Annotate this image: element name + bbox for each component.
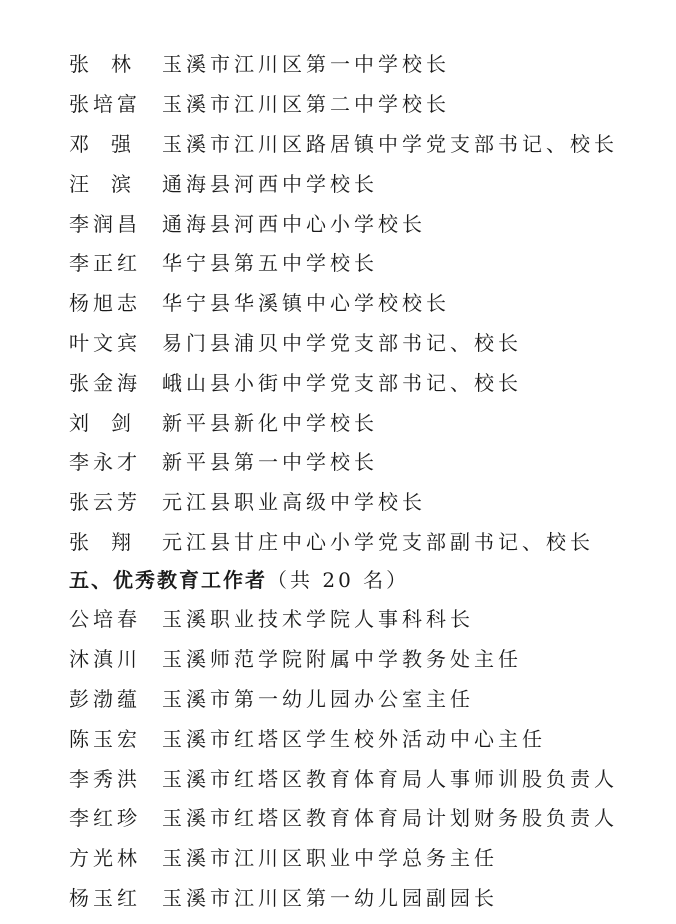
list-item — [69, 123, 618, 163]
list-item — [69, 361, 618, 401]
list-item — [69, 441, 618, 481]
person-title: 新平县新化中学校长 — [162, 410, 378, 435]
list-item — [69, 521, 618, 561]
person-name: 张 林 — [69, 52, 131, 77]
person-name: 张 翔 — [69, 529, 131, 554]
list-item — [69, 598, 618, 638]
list-item — [69, 837, 618, 877]
list-item — [69, 797, 618, 837]
person-name: 张金海 — [69, 370, 141, 395]
person-title: 玉溪职业技术学院人事科科长 — [162, 607, 474, 632]
person-title: 元江县职业高级中学校长 — [162, 490, 426, 515]
person-name: 杨旭志 — [69, 291, 141, 316]
section-heading — [69, 558, 409, 598]
person-name: 李永才 — [69, 450, 141, 475]
list-item — [69, 282, 618, 322]
list-item — [69, 757, 618, 797]
person-name: 李秀洪 — [69, 766, 141, 791]
person-title: 玉溪市红塔区学生校外活动中心主任 — [162, 726, 546, 751]
person-title: 元江县甘庄中心小学党支部副书记、校长 — [162, 529, 594, 554]
person-title: 玉溪市红塔区教育体育局人事师训股负责人 — [162, 766, 618, 791]
person-title: 峨山县小街中学党支部书记、校长 — [162, 370, 522, 395]
person-name: 沐滇川 — [69, 647, 141, 672]
section-count: （共 20 名） — [267, 567, 410, 592]
person-title: 新平县第一中学校长 — [162, 450, 378, 475]
list-item — [69, 242, 618, 282]
person-title: 玉溪市江川区第一幼儿园副园长 — [162, 885, 498, 910]
list-item — [69, 877, 618, 917]
person-name: 李正红 — [69, 251, 141, 276]
section-title: 五、优秀教育工作者 — [69, 567, 267, 592]
person-name: 李红珍 — [69, 806, 141, 831]
list-item — [69, 401, 618, 441]
person-name: 汪 滨 — [69, 171, 131, 196]
person-title: 华宁县华溪镇中心学校校长 — [162, 291, 450, 316]
person-name: 邓 强 — [69, 131, 131, 156]
person-title: 玉溪市江川区第二中学校长 — [162, 92, 450, 117]
list-item — [69, 162, 618, 202]
person-title: 华宁县第五中学校长 — [162, 251, 378, 276]
list-item — [69, 43, 618, 83]
list-item — [69, 322, 618, 362]
person-name: 李润昌 — [69, 211, 141, 236]
list-item — [69, 481, 618, 521]
person-name: 刘 剑 — [69, 410, 131, 435]
person-name: 叶文宾 — [69, 330, 141, 355]
person-title: 易门县浦贝中学党支部书记、校长 — [162, 330, 522, 355]
person-title: 玉溪市江川区第一中学校长 — [162, 52, 450, 77]
principal-list — [69, 43, 618, 560]
list-item — [69, 638, 618, 678]
person-title: 玉溪市江川区路居镇中学党支部书记、校长 — [162, 131, 618, 156]
person-title: 玉溪市江川区职业中学总务主任 — [162, 846, 498, 871]
educator-list — [69, 598, 618, 916]
list-item — [69, 202, 618, 242]
list-item — [69, 678, 618, 718]
person-title: 玉溪市第一幼儿园办公室主任 — [162, 686, 474, 711]
person-name: 杨玉红 — [69, 885, 141, 910]
person-title: 通海县河西中学校长 — [162, 171, 378, 196]
person-name: 张云芳 — [69, 490, 141, 515]
person-name: 张培富 — [69, 92, 141, 117]
person-title: 玉溪师范学院附属中学教务处主任 — [162, 647, 522, 672]
list-item — [69, 717, 618, 757]
list-item — [69, 83, 618, 123]
person-name: 陈玉宏 — [69, 726, 141, 751]
person-title: 玉溪市红塔区教育体育局计划财务股负责人 — [162, 806, 618, 831]
person-name: 方光林 — [69, 846, 141, 871]
person-title: 通海县河西中心小学校长 — [162, 211, 426, 236]
person-name: 公培春 — [69, 607, 141, 632]
person-name: 彭渤蕴 — [69, 686, 141, 711]
